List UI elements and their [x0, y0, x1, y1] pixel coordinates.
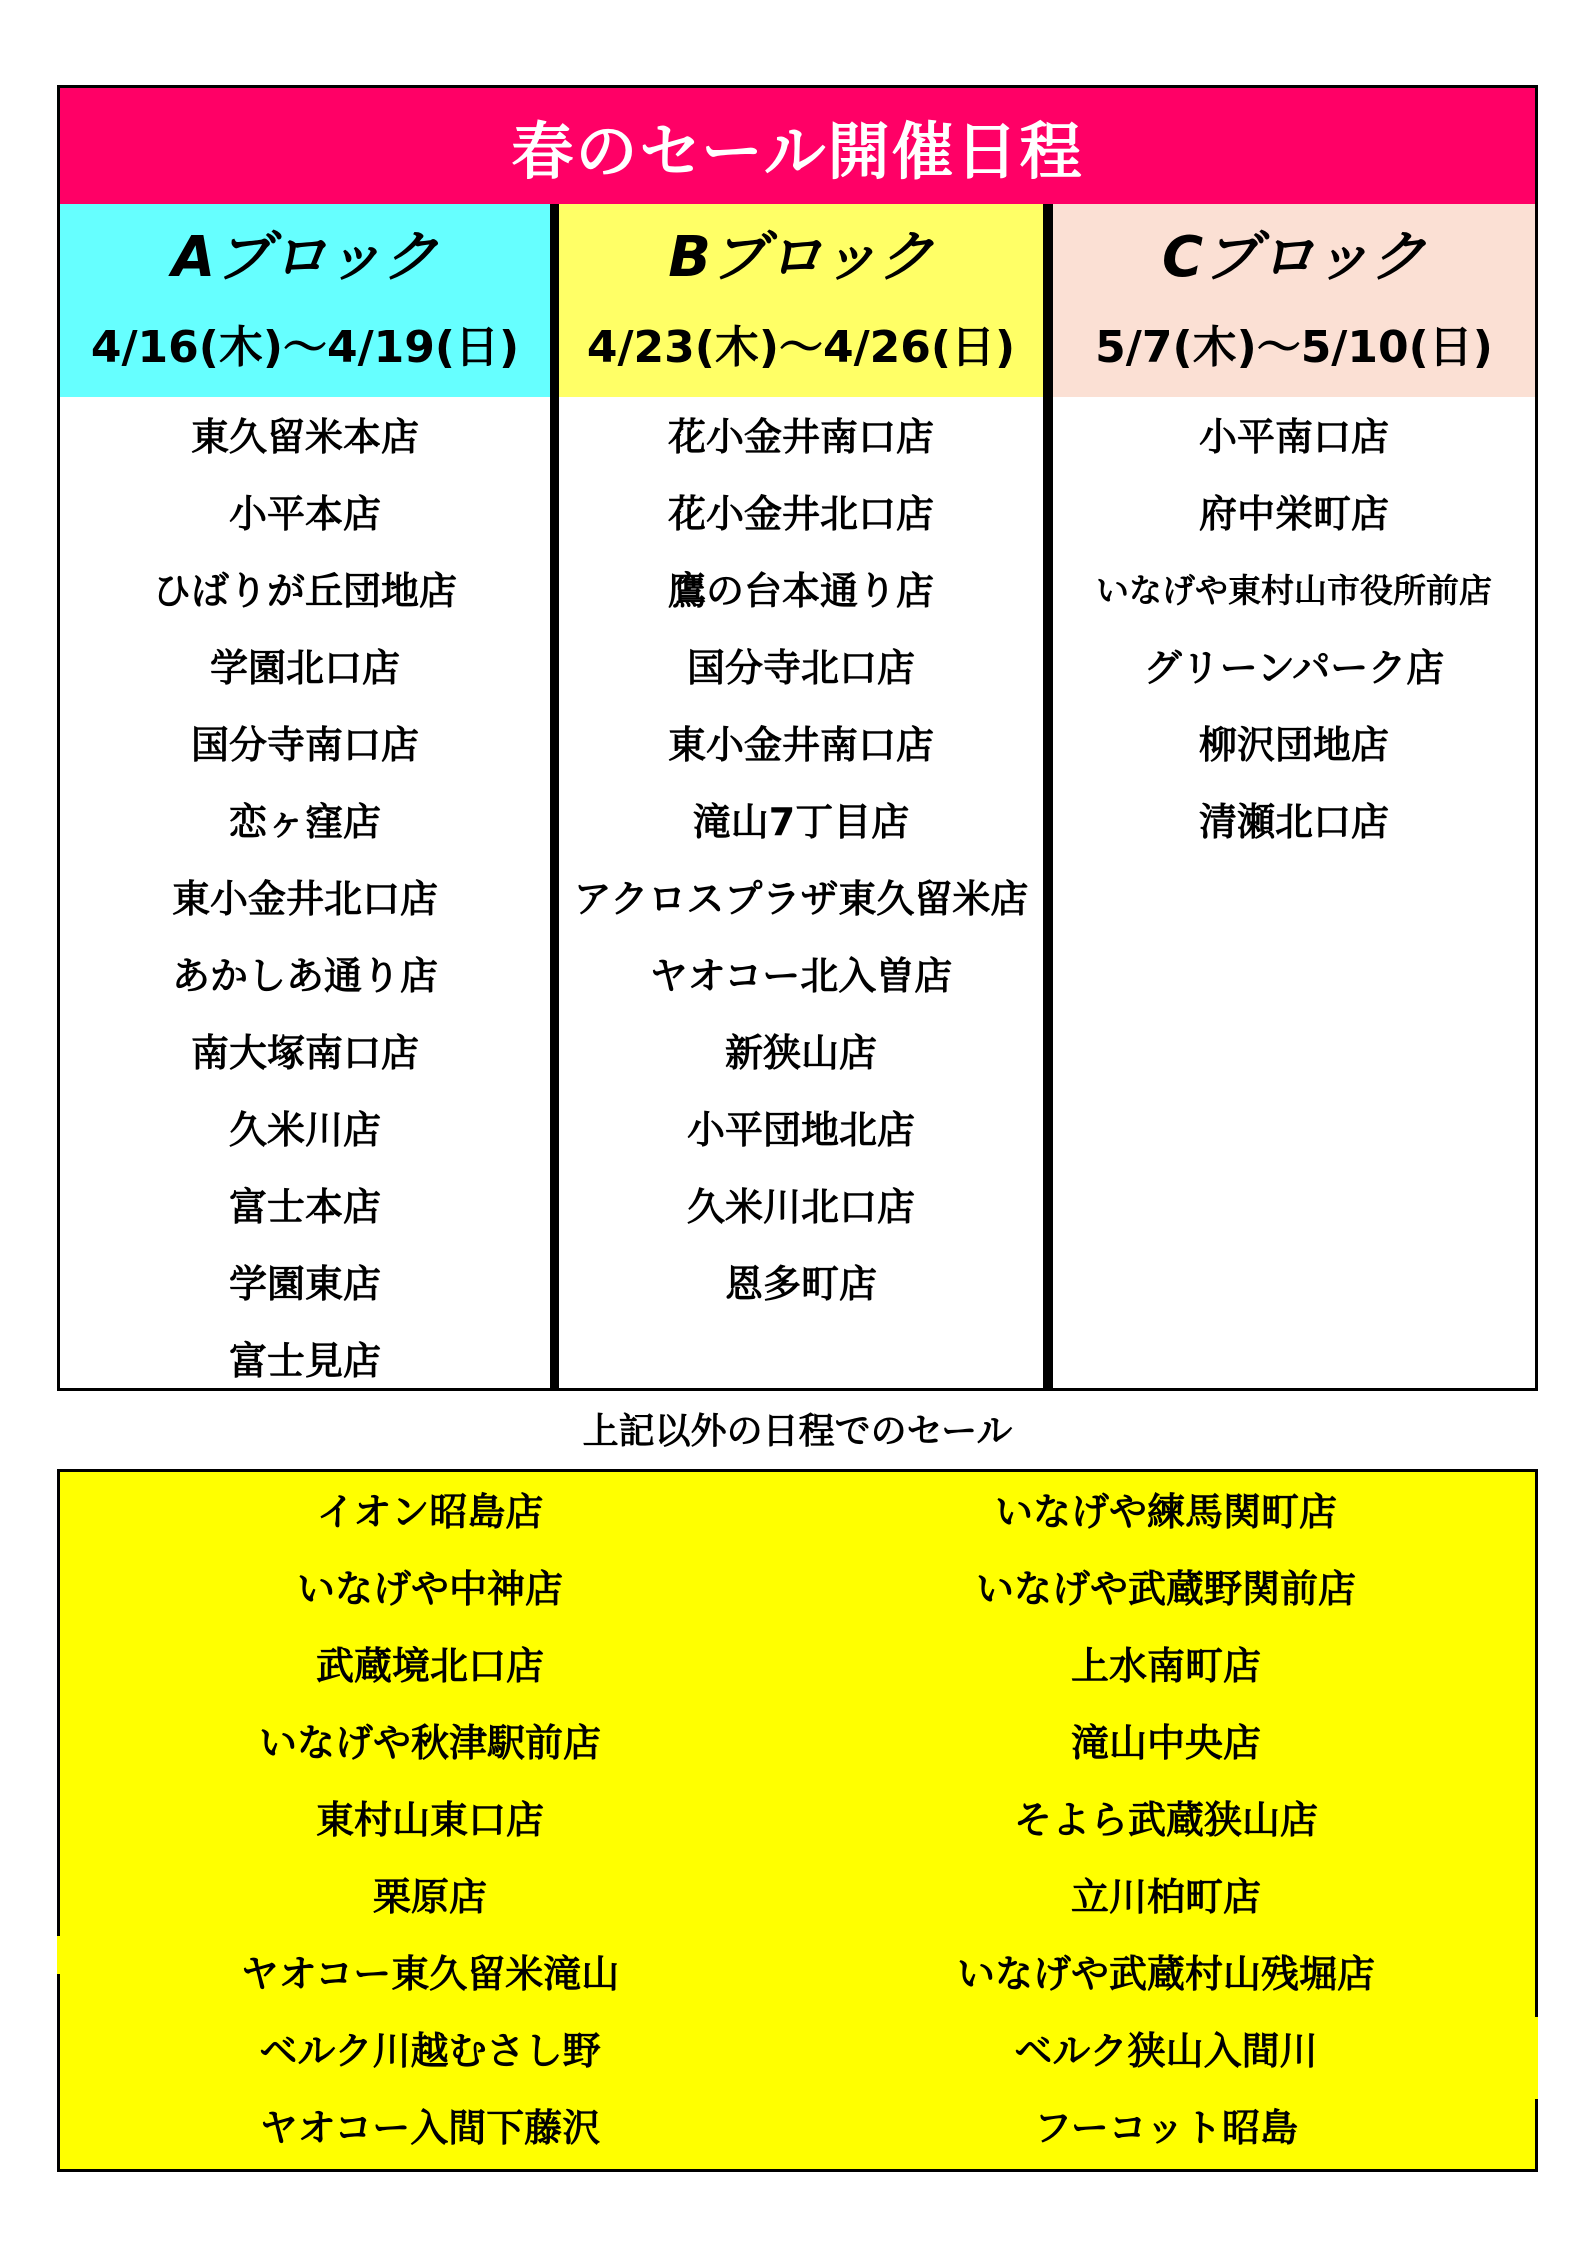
sale-schedule-table — [57, 85, 1538, 1391]
list-item: 東久留米本店 — [190, 415, 419, 459]
list-item: 久米川店 — [228, 1108, 381, 1152]
other-left-list — [60, 1472, 800, 2175]
list-item: 東村山東口店 — [315, 1798, 544, 1842]
list-item: 東小金井北口店 — [171, 877, 438, 921]
list-item: 小平南口店 — [1198, 415, 1389, 459]
block-b-store-list — [559, 397, 1043, 1329]
list-item: 立川柏町店 — [1070, 1875, 1261, 1919]
block-a-header — [60, 204, 550, 397]
list-item: ベルク狭山入間川 — [1014, 2029, 1318, 2073]
block-a-dates: 4/16(木)〜4/19(日) — [90, 322, 520, 373]
other-right-column — [796, 1472, 1536, 2175]
block-b-name: Bブロック — [668, 225, 934, 290]
block-b-header — [559, 204, 1043, 397]
column-divider — [550, 204, 559, 1388]
block-a-column — [60, 204, 550, 1388]
list-item: 学園北口店 — [209, 646, 400, 690]
list-item: ベルク川越むさし野 — [259, 2029, 601, 2073]
list-item: 小平団地北店 — [686, 1108, 915, 1152]
other-schedule-box — [57, 1469, 1538, 2172]
list-item: 花小金井北口店 — [667, 492, 934, 536]
list-item: 恩多町店 — [724, 1262, 877, 1306]
block-b-column — [559, 204, 1043, 1388]
block-a-store-list — [60, 397, 550, 1406]
list-item: 国分寺南口店 — [190, 723, 419, 767]
column-divider — [1043, 204, 1053, 1388]
list-item: ヤオコー東久留米滝山 — [240, 1952, 620, 1996]
list-item: 恋ヶ窪店 — [228, 800, 381, 844]
list-item: あかしあ通り店 — [171, 954, 438, 998]
list-item: ひばりが丘団地店 — [152, 569, 457, 613]
list-item: 清瀬北口店 — [1198, 800, 1389, 844]
list-item: 上水南町店 — [1070, 1644, 1261, 1688]
block-a-name: Aブロック — [171, 225, 439, 290]
block-c-dates: 5/7(木)〜5/10(日) — [1095, 322, 1493, 373]
list-item: グリーンパーク店 — [1143, 646, 1445, 690]
block-c-name: Cブロック — [1162, 225, 1426, 290]
list-item: 南大塚南口店 — [190, 1031, 419, 1075]
list-item: 富士本店 — [228, 1185, 381, 1229]
list-item: フーコット昭島 — [1033, 2106, 1299, 2150]
list-item: イオン昭島店 — [316, 1490, 544, 1534]
list-item: ヤオコー入間下藤沢 — [259, 2106, 601, 2150]
other-right-list — [796, 1472, 1536, 2175]
list-item: いなげや武蔵野関前店 — [975, 1567, 1356, 1611]
list-item: 鷹の台本通り店 — [667, 569, 934, 613]
block-c-column — [1053, 204, 1535, 1388]
list-item: 滝山中央店 — [1070, 1721, 1261, 1765]
list-item: 花小金井南口店 — [667, 415, 934, 459]
list-item: 久米川北口店 — [686, 1185, 915, 1229]
list-item: いなげや武蔵村山残堀店 — [956, 1952, 1375, 1996]
list-item: 府中栄町店 — [1198, 492, 1389, 536]
list-item: 柳沢団地店 — [1198, 723, 1389, 767]
block-b-dates: 4/23(木)〜4/26(日) — [586, 322, 1016, 373]
list-item: いなげや東村山市役所前店 — [1096, 571, 1492, 610]
list-item: ヤオコー北入曽店 — [649, 954, 953, 998]
list-item: 東小金井南口店 — [667, 723, 934, 767]
other-left-column — [60, 1472, 800, 2175]
list-item: 滝山7丁目店 — [692, 800, 910, 844]
list-item: そよら武蔵狭山店 — [1013, 1798, 1318, 1842]
list-item: アクロスプラザ東久留米店 — [573, 877, 1029, 921]
list-item: 新狭山店 — [724, 1031, 877, 1075]
list-item: いなげや練馬関町店 — [994, 1490, 1337, 1534]
block-c-store-list — [1053, 397, 1535, 867]
other-schedule-heading: 上記以外の日程でのセール — [582, 1411, 1013, 1452]
list-item: 武蔵境北口店 — [315, 1644, 544, 1688]
list-item: 小平本店 — [228, 492, 381, 536]
list-item: いなげや秋津駅前店 — [258, 1721, 601, 1765]
list-item: いなげや中神店 — [296, 1567, 563, 1611]
block-c-header — [1053, 204, 1535, 397]
list-item: 国分寺北口店 — [686, 646, 915, 690]
list-item: 学園東店 — [228, 1262, 381, 1306]
list-item: 富士見店 — [228, 1339, 381, 1383]
schedule-title: 春のセール開催日程 — [60, 88, 1535, 204]
list-item: 栗原店 — [372, 1875, 487, 1919]
